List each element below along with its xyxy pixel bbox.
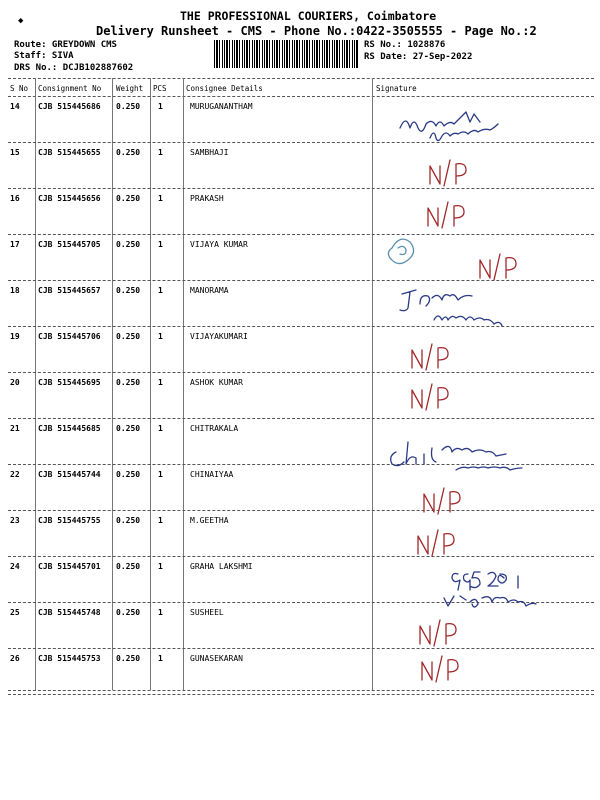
cell-weight: 0.250	[116, 332, 141, 341]
cell-weight: 0.250	[116, 378, 141, 387]
cell-pcs: 1	[158, 102, 163, 111]
header-weight: Weight	[116, 84, 144, 93]
cell-consignment: CJB 515445744	[38, 470, 101, 479]
np-mark	[430, 160, 466, 186]
page-title: THE PROFESSIONAL COURIERS, Coimbatore	[180, 9, 437, 23]
cell-sno: 22	[10, 470, 20, 479]
corner-mark: ◆	[18, 16, 24, 26]
header-consignment: Consignment No	[38, 84, 102, 93]
cell-sno: 18	[10, 286, 20, 295]
cell-consignee: PRAKASH	[190, 194, 224, 203]
cell-consignment: CJB 515445685	[38, 424, 101, 433]
signature-scribble	[400, 290, 472, 311]
cell-weight: 0.250	[116, 608, 141, 617]
header-sno: S No	[10, 84, 29, 93]
cell-weight: 0.250	[116, 102, 141, 111]
cell-weight: 0.250	[116, 194, 141, 203]
cell-consignee: SAMBHAJI	[190, 148, 229, 157]
cell-weight: 0.250	[116, 424, 141, 433]
header-consignee: Consignee Details	[186, 84, 263, 93]
cell-pcs: 1	[158, 286, 163, 295]
cell-sno: 14	[10, 102, 20, 111]
cell-weight: 0.250	[116, 148, 141, 157]
cell-sno: 17	[10, 240, 20, 249]
cell-consignee: VIJAYA KUMAR	[190, 240, 248, 249]
table-header-rule	[8, 96, 594, 97]
cell-pcs: 1	[158, 470, 163, 479]
cell-weight: 0.250	[116, 516, 141, 525]
cell-consignment: CJB 515445686	[38, 102, 101, 111]
signature-ink-layer	[372, 98, 594, 690]
cell-pcs: 1	[158, 332, 163, 341]
cell-consignee: MANORAMA	[190, 286, 229, 295]
cell-consignment: CJB 515445657	[38, 286, 101, 295]
cell-consignee: SUSHEEL	[190, 608, 224, 617]
drs-number: DRS No.: DCJB102887602	[14, 63, 134, 73]
cell-consignment: CJB 515445755	[38, 516, 101, 525]
cell-pcs: 1	[158, 516, 163, 525]
cell-consignment: CJB 515445701	[38, 562, 101, 571]
runsheet-barcode	[214, 40, 358, 68]
cell-sno: 21	[10, 424, 20, 433]
cell-consignee: GUNASEKARAN	[190, 654, 243, 663]
cell-sno: 25	[10, 608, 20, 617]
cell-consignee: M.GEETHA	[190, 516, 229, 525]
cell-weight: 0.250	[116, 286, 141, 295]
signature-scribble	[400, 112, 480, 131]
cell-weight: 0.250	[116, 470, 141, 479]
cell-pcs: 1	[158, 654, 163, 663]
cell-sno: 23	[10, 516, 20, 525]
stamp-scribble	[388, 239, 413, 263]
cell-consignment: CJB 515445695	[38, 378, 101, 387]
np-mark	[480, 254, 516, 280]
cell-consignee: MURUGANANTHAM	[190, 102, 253, 111]
cell-consignment: CJB 515445656	[38, 194, 101, 203]
header-pcs: PCS	[153, 84, 167, 93]
cell-weight: 0.250	[116, 562, 141, 571]
signature-scribble	[430, 124, 498, 141]
signature-scribble	[434, 316, 502, 326]
signature-scribble	[444, 596, 536, 607]
table-bottom-rule	[8, 690, 594, 691]
np-mark	[422, 656, 458, 682]
cell-weight: 0.250	[116, 654, 141, 663]
cell-pcs: 1	[158, 148, 163, 157]
cell-consignee: CHITRAKALA	[190, 424, 239, 433]
cell-pcs: 1	[158, 562, 163, 571]
cell-consignment: CJB 515445705	[38, 240, 101, 249]
cell-sno: 15	[10, 148, 20, 157]
staff-label: Staff: SIVA	[14, 51, 74, 61]
cell-pcs: 1	[158, 424, 163, 433]
row-divider	[8, 694, 594, 695]
cell-pcs: 1	[158, 194, 163, 203]
np-mark	[412, 384, 448, 410]
np-mark	[420, 620, 456, 646]
np-mark	[428, 202, 464, 228]
cell-sno: 26	[10, 654, 20, 663]
cell-sno: 16	[10, 194, 20, 203]
cell-consignment: CJB 515445655	[38, 148, 101, 157]
table-top-rule	[8, 78, 594, 79]
cell-consignee: CHINAIYAA	[190, 470, 234, 479]
signature-scribble	[391, 442, 506, 466]
rs-date: RS Date: 27-Sep-2022	[364, 52, 473, 62]
cell-pcs: 1	[158, 608, 163, 617]
cell-sno: 24	[10, 562, 20, 571]
signature-scribble	[452, 572, 518, 590]
route-label: Route: GREYDOWN CMS	[14, 40, 117, 50]
cell-consignment: CJB 515445706	[38, 332, 101, 341]
cell-sno: 19	[10, 332, 20, 341]
cell-pcs: 1	[158, 240, 163, 249]
cell-consignee: GRAHA LAKSHMI	[190, 562, 253, 571]
cell-consignment: CJB 515445753	[38, 654, 101, 663]
np-mark	[418, 530, 454, 556]
np-mark	[424, 488, 460, 514]
np-mark	[412, 344, 448, 370]
cell-consignee: VIJAYAKUMARI	[190, 332, 248, 341]
cell-consignment: CJB 515445748	[38, 608, 101, 617]
signature-scribble	[456, 467, 522, 470]
runsheet-subtitle: Delivery Runsheet - CMS - Phone No.:0422-3505555 - Page No.:2	[96, 24, 537, 38]
cell-sno: 20	[10, 378, 20, 387]
cell-weight: 0.250	[116, 240, 141, 249]
cell-pcs: 1	[158, 378, 163, 387]
cell-consignee: ASHOK KUMAR	[190, 378, 243, 387]
rs-number: RS No.: 1028876	[364, 40, 446, 50]
header-signature: Signature	[376, 84, 417, 93]
